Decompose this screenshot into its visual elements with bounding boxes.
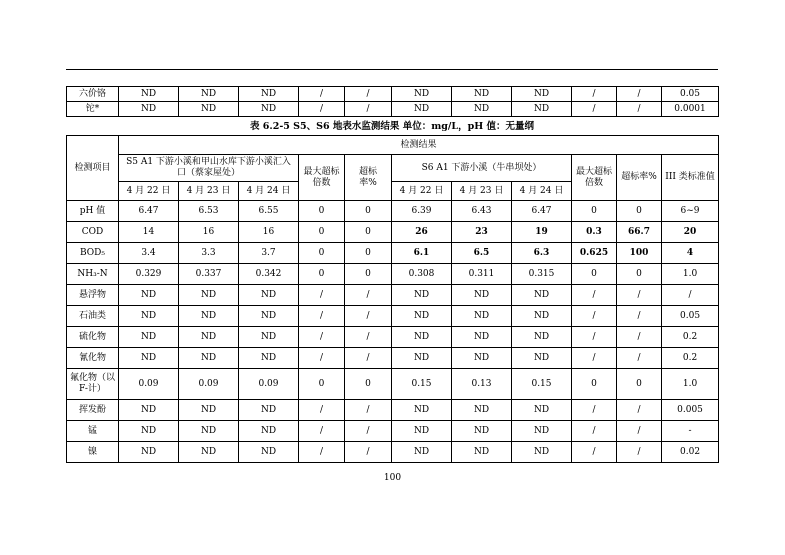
table-cell: 100 [617, 243, 662, 264]
header-item: 检测项目 [67, 136, 119, 201]
table-cell: 0 [345, 222, 392, 243]
table-cell: 0 [345, 201, 392, 222]
table-cell: / [617, 327, 662, 348]
table-cell: / [617, 285, 662, 306]
table-cell: ND [119, 400, 179, 421]
header-s6-max-exceed: 最大超标倍数 [572, 155, 617, 201]
table-cell: 6.47 [512, 201, 572, 222]
header-s6-exceed-rate: 超标率% [617, 155, 662, 201]
header-s5-site: S5 A1 下游小溪和甲山水库下游小溪汇入口（蔡家屋处） [119, 155, 299, 182]
table-cell: 0 [572, 201, 617, 222]
table-row [67, 222, 719, 243]
table-cell: ND [512, 102, 572, 117]
table-cell: 0.0001 [662, 102, 719, 117]
table-cell: / [345, 102, 392, 117]
table-cell: / [572, 442, 617, 463]
header-s5-max-exceed: 最大超标倍数 [299, 155, 345, 201]
table-cell: 0.005 [662, 400, 719, 421]
table-cell: / [345, 306, 392, 327]
table-cell: 3.7 [239, 243, 299, 264]
table-row [67, 243, 719, 264]
table-cell: 6.3 [512, 243, 572, 264]
table-cell: 0 [617, 264, 662, 285]
table-cell: / [617, 400, 662, 421]
table-cell: 0 [617, 201, 662, 222]
table-cell: / [299, 400, 345, 421]
row-item-label: pH 值 [67, 201, 119, 222]
table-cell: ND [512, 442, 572, 463]
monitoring-results-table [66, 135, 719, 463]
table-cell: ND [392, 306, 452, 327]
table-cell: ND [452, 421, 512, 442]
header-results: 检测结果 [119, 136, 719, 155]
table-cell: ND [392, 102, 452, 117]
table-cell: 0 [345, 369, 392, 400]
table-cell: ND [239, 421, 299, 442]
table-cell: ND [119, 87, 179, 102]
table-cell: ND [512, 348, 572, 369]
table-cell: / [345, 87, 392, 102]
table-cell: / [299, 87, 345, 102]
table-cell: ND [452, 442, 512, 463]
table-cell: ND [179, 306, 239, 327]
table-cell: ND [119, 102, 179, 117]
table-cell: ND [119, 285, 179, 306]
row-item-label: 氰化物 [67, 348, 119, 369]
table-row [67, 306, 719, 327]
table-cell: / [572, 87, 617, 102]
table-cell: ND [239, 87, 299, 102]
table-cell: 0.15 [392, 369, 452, 400]
table-cell: ND [392, 327, 452, 348]
table-cell: / [572, 421, 617, 442]
table-cell: ND [452, 285, 512, 306]
row-item-label: 挥发酚 [67, 400, 119, 421]
table-cell: / [572, 102, 617, 117]
header-s6-date-2: 4 月 23 日 [452, 182, 512, 201]
table-cell: ND [179, 442, 239, 463]
table-cell: / [299, 421, 345, 442]
header-standard: III 类标准值 [662, 155, 719, 201]
table-cell: 0.342 [239, 264, 299, 285]
table-cell: ND [392, 400, 452, 421]
table-caption: 表 6.2-5 S5、S6 地表水监测结果 单位：mg/L，pH 值：无量纲 [249, 121, 535, 132]
table-cell: 6.39 [392, 201, 452, 222]
table-cell: 0 [345, 264, 392, 285]
table-cell: ND [239, 306, 299, 327]
row-item-label: BOD₅ [67, 243, 119, 264]
table-cell: / [299, 306, 345, 327]
table-cell: ND [119, 306, 179, 327]
table-cell: ND [119, 421, 179, 442]
table-cell: ND [452, 102, 512, 117]
table-cell: / [662, 285, 719, 306]
table-cell: 0 [299, 243, 345, 264]
table-cell: ND [119, 327, 179, 348]
table-cell: 6.1 [392, 243, 452, 264]
header-s5-exceed-rate: 超标率% [345, 155, 392, 201]
table-cell: 0 [617, 369, 662, 400]
table-cell: 23 [452, 222, 512, 243]
table-cell: ND [512, 87, 572, 102]
table-cell: ND [119, 442, 179, 463]
table-cell: / [617, 421, 662, 442]
table-cell: 1.0 [662, 264, 719, 285]
row-item-label: 铊* [67, 102, 119, 117]
row-item-label: 镍 [67, 442, 119, 463]
table-cell: 6.5 [452, 243, 512, 264]
table-cell: 4 [662, 243, 719, 264]
table-cell: 26 [392, 222, 452, 243]
table-cell: ND [239, 102, 299, 117]
table-cell: 0.09 [119, 369, 179, 400]
table-cell: / [345, 421, 392, 442]
table-cell: ND [512, 285, 572, 306]
table-cell: / [345, 400, 392, 421]
table-cell: 0.308 [392, 264, 452, 285]
header-s5-date-1: 4 月 22 日 [119, 182, 179, 201]
table-cell: ND [179, 348, 239, 369]
table-row [67, 264, 719, 285]
table-cell: 1.0 [662, 369, 719, 400]
table-cell: 0.625 [572, 243, 617, 264]
table-cell: ND [392, 442, 452, 463]
table-cell: 0.15 [512, 369, 572, 400]
table-cell: / [299, 102, 345, 117]
table-cell: ND [452, 348, 512, 369]
table-cell: ND [179, 87, 239, 102]
table-cell: ND [119, 348, 179, 369]
table-cell: ND [512, 400, 572, 421]
table-cell: / [345, 285, 392, 306]
table-cell: / [572, 400, 617, 421]
table-cell: / [299, 285, 345, 306]
header-s6-date-1: 4 月 22 日 [392, 182, 452, 201]
table-cell: 19 [512, 222, 572, 243]
header-s6-date-3: 4 月 24 日 [512, 182, 572, 201]
table-cell: ND [179, 400, 239, 421]
table-cell: ND [179, 327, 239, 348]
table-row [67, 348, 719, 369]
table-cell: ND [179, 421, 239, 442]
table-cell: 0.315 [512, 264, 572, 285]
table-cell: / [617, 348, 662, 369]
table-cell: ND [512, 306, 572, 327]
table-cell: ND [452, 400, 512, 421]
row-item-label: 硫化物 [67, 327, 119, 348]
table-cell: 0.2 [662, 327, 719, 348]
table-row [67, 102, 719, 117]
table-cell: 0.329 [119, 264, 179, 285]
table-cell: ND [452, 87, 512, 102]
table-row [67, 442, 719, 463]
table-cell: ND [392, 87, 452, 102]
row-item-label: 石油类 [67, 306, 119, 327]
row-item-label: 六价铬 [67, 87, 119, 102]
header-s5-date-2: 4 月 23 日 [179, 182, 239, 201]
row-item-label: COD [67, 222, 119, 243]
header-rule [66, 69, 718, 70]
table-cell: 66.7 [617, 222, 662, 243]
table-cell: 0 [299, 264, 345, 285]
table-cell: / [299, 348, 345, 369]
table-row [67, 400, 719, 421]
table-cell: 0.09 [179, 369, 239, 400]
row-item-label: 锰 [67, 421, 119, 442]
table-cell: 6.53 [179, 201, 239, 222]
table-cell: 0 [572, 264, 617, 285]
table-cell: / [617, 442, 662, 463]
table-row [67, 87, 719, 102]
table-cell: 3.3 [179, 243, 239, 264]
table-cell: 6.47 [119, 201, 179, 222]
table-cell: ND [452, 327, 512, 348]
table-cell: - [662, 421, 719, 442]
table-cell: / [299, 442, 345, 463]
table-cell: 0.13 [452, 369, 512, 400]
table-cell: 16 [179, 222, 239, 243]
continued-table [66, 86, 719, 117]
header-s5-date-3: 4 月 24 日 [239, 182, 299, 201]
table-cell: 0.05 [662, 87, 719, 102]
table-cell: ND [512, 327, 572, 348]
table-cell: / [299, 327, 345, 348]
table-cell: ND [239, 400, 299, 421]
table-cell: 0 [299, 369, 345, 400]
table-cell: ND [239, 285, 299, 306]
table-cell: / [345, 327, 392, 348]
table-row [67, 285, 719, 306]
table-cell: 0.09 [239, 369, 299, 400]
table-row [67, 369, 719, 400]
table-cell: 3.4 [119, 243, 179, 264]
table-cell: / [617, 102, 662, 117]
table-cell: / [572, 348, 617, 369]
row-item-label: 悬浮物 [67, 285, 119, 306]
table-cell: 14 [119, 222, 179, 243]
table-cell: ND [179, 102, 239, 117]
table-cell: 6~9 [662, 201, 719, 222]
table-cell: 0.3 [572, 222, 617, 243]
table-cell: / [572, 327, 617, 348]
table-cell: 0 [299, 201, 345, 222]
header-s6-site: S6 A1 下游小溪（牛串坝处） [392, 155, 572, 182]
row-item-label: NH₃-N [67, 264, 119, 285]
table-cell: / [345, 442, 392, 463]
table-cell: 6.55 [239, 201, 299, 222]
table-cell: / [617, 87, 662, 102]
table-cell: ND [392, 285, 452, 306]
table-cell: 20 [662, 222, 719, 243]
page-number: 100 [383, 473, 402, 483]
table-cell: 0.05 [662, 306, 719, 327]
table-row [67, 327, 719, 348]
table-cell: ND [392, 348, 452, 369]
table-cell: ND [512, 421, 572, 442]
table-cell: 16 [239, 222, 299, 243]
table-cell: 0.337 [179, 264, 239, 285]
table-row [67, 201, 719, 222]
table-cell: / [617, 306, 662, 327]
table-cell: 0.311 [452, 264, 512, 285]
table-cell: / [572, 306, 617, 327]
table-cell: 0.02 [662, 442, 719, 463]
table-cell: ND [392, 421, 452, 442]
table-cell: ND [452, 306, 512, 327]
table-cell: 0 [299, 222, 345, 243]
table-cell: ND [239, 327, 299, 348]
row-item-label: 氟化物（以 F-计） [67, 369, 119, 400]
table-cell: 0 [572, 369, 617, 400]
table-cell: 6.43 [452, 201, 512, 222]
table-cell: ND [179, 285, 239, 306]
table-cell: / [572, 285, 617, 306]
table-cell: ND [239, 442, 299, 463]
table-cell: 0 [345, 243, 392, 264]
table-cell: / [345, 348, 392, 369]
table-row [67, 421, 719, 442]
table-cell: 0.2 [662, 348, 719, 369]
table-cell: ND [239, 348, 299, 369]
